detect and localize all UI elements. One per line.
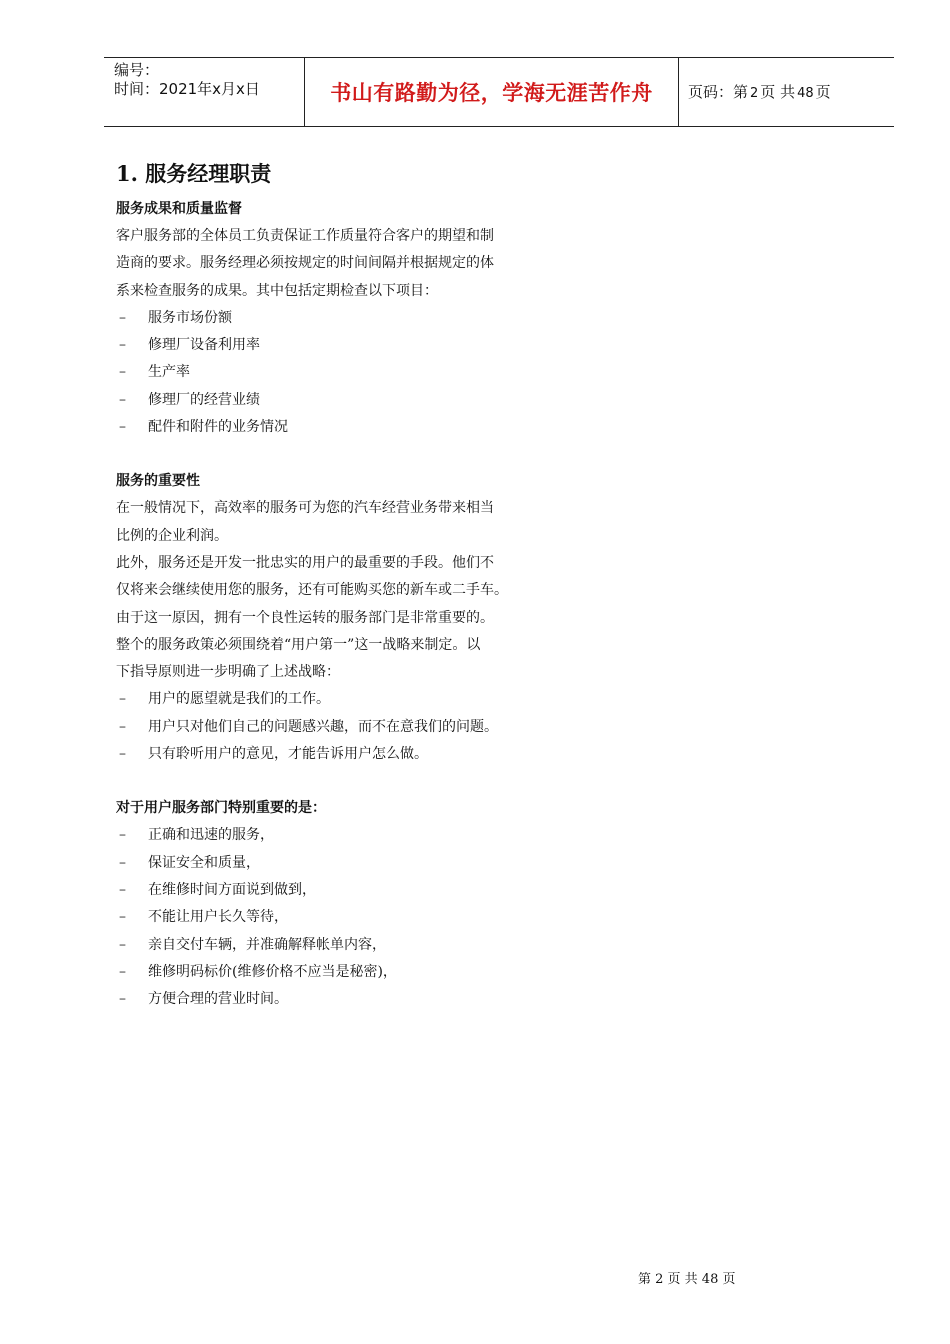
list-quality [116,305,576,441]
dash-bullet: – [119,718,126,735]
dash-bullet: – [119,746,126,763]
document-number-label: 编号： [114,61,160,79]
dash-bullet: – [119,963,126,980]
list-item: – 生产率 [116,359,576,386]
page-suffix: 页 [815,83,831,101]
dash-bullet: – [119,991,126,1008]
dash-bullet: – [119,309,126,326]
list-item: – 在维修时间方面说到做到， [116,877,576,904]
block-heading-priorities: 对于用户服务部门特别重要的是： [116,800,326,817]
dash-bullet: – [119,909,126,926]
header-info-cell [104,58,304,126]
paragraph-line: 下指导原则进一步明确了上述战略： [116,664,340,681]
dash-bullet: – [119,881,126,898]
paragraph-quality [116,223,576,305]
list-item: – 修理厂的经营业绩 [116,387,576,414]
dash-bullet: – [119,827,126,844]
paragraph-line: 此外，服务还是开发一批忠实的用户的最重要的手段。他们不 [116,554,494,571]
block-heading-importance: 服务的重要性 [116,473,200,490]
paragraph-line: 比例的企业利润。 [116,527,228,544]
list-item: – 正确和迅速的服务， [116,822,576,849]
document-header [104,57,894,127]
list-item: – 保证安全和质量， [116,850,576,877]
paragraph-line: 仅将来会继续使用您的服务，还有可能购买您的新车或二手车。 [116,582,508,599]
paragraph-line: 在一般情况下，高效率的服务可为您的汽车经营业务带来相当 [116,500,494,517]
list-importance [116,686,576,768]
dash-bullet: – [119,337,126,354]
dash-bullet: – [119,419,126,436]
list-item: – 服务市场份额 [116,305,576,332]
document-date-label: 时间：2021年x月x日 [114,80,260,98]
dash-bullet: – [119,936,126,953]
dash-bullet: – [119,364,126,381]
section-title: 1. 服务经理职责 [116,161,272,186]
paragraph-line: 系来检查服务的成果。其中包括定期检查以下项目： [116,282,438,299]
block-heading-quality: 服务成果和质量监督 [116,201,242,217]
list-item: – 维修明码标价(维修价格不应当是秘密)， [116,959,576,986]
page-prefix: 页码：第 [688,83,749,101]
list-priorities [116,822,576,1013]
list-item: – 配件和附件的业务情况 [116,414,576,441]
list-item: – 用户只对他们自己的问题感兴趣，而不在意我们的问题。 [116,714,576,741]
list-item: – 不能让用户长久等待， [116,904,576,931]
header-page-cell [678,58,894,126]
page-total: 48 [797,86,814,101]
list-item: – 亲自交付车辆，并准确解释帐单内容， [116,932,576,959]
header-motto-cell [304,58,679,126]
page-mid: 页 共 [760,83,796,101]
list-item: – 只有聆听用户的意见，才能告诉用户怎么做。 [116,741,576,768]
header-page-number [688,82,833,104]
paragraph-line: 客户服务部的全体员工负责保证工作质量符合客户的期望和制 [116,228,494,244]
paragraph-line: 造商的要求。服务经理必须按规定的时间间隔并根据规定的体 [116,255,494,272]
dash-bullet: – [119,691,126,708]
list-item: – 修理厂设备利用率 [116,332,576,359]
dash-bullet: – [119,391,126,408]
document-body [116,158,576,1013]
page-current: 2 [750,86,759,101]
list-item: – 用户的愿望就是我们的工作。 [116,686,576,713]
list-item: – 方便合理的营业时间。 [116,986,576,1013]
dash-bullet: – [119,854,126,871]
page-footer: 第 2 页 共 48 页 [638,1272,736,1287]
paragraph-line: 由于这一原因，拥有一个良性运转的服务部门是非常重要的。 [116,609,494,626]
paragraph-importance [116,495,576,686]
paragraph-line: 整个的服务政策必须围绕着“用户第一”这一战略来制定。以 [116,636,481,653]
motto-text: 书山有路勤为径，学海无涯苦作舟 [330,80,653,105]
